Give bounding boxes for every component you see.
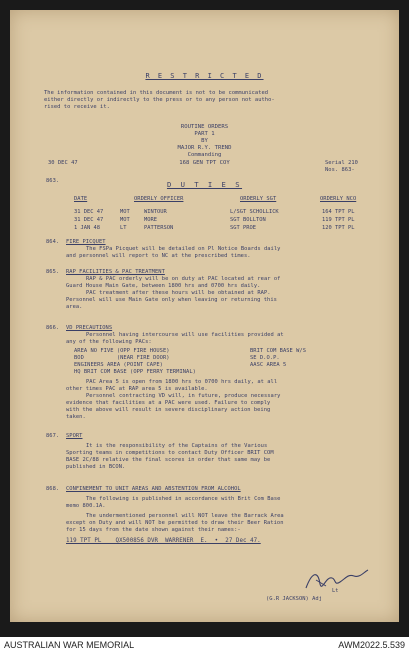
- signature-initials: Lt: [332, 588, 339, 594]
- section-text: Sporting teams in competitions to contact Duty Officer BRIT COM: [66, 450, 274, 456]
- section-text: It is the responsibility of the Captains of the Various: [86, 443, 268, 449]
- footer-institution: AUSTRALIAN WAR MEMORIAL: [4, 640, 135, 650]
- section-text: PAC Area 5 is open from 1800 hrs to 0700 hrs daily, at all: [86, 379, 278, 385]
- section-text: BASE 2C/88 relative the final scores in order that same may be: [66, 457, 271, 463]
- duties-heading: D U T I E S: [166, 180, 243, 189]
- header-line: Commanding: [187, 152, 222, 158]
- pac-location: AREA NO FIVE (OPP FIRE HOUSE): [74, 348, 170, 354]
- section-text: Guard House Main Gate, between 1800 hrs and 0700 hrs daily.: [66, 283, 261, 289]
- header-line: MAJOR R.Y. TREND: [177, 145, 232, 151]
- section-text: other times PAC at RAP area 5 is available.: [66, 386, 208, 392]
- intro-line-1: The information contained in this document is not to be communicated: [44, 90, 269, 96]
- intro-line-3: rised to receive it.: [44, 104, 110, 110]
- pac-location: SE D.O.P.: [250, 355, 280, 361]
- section-number: 866.: [46, 325, 60, 331]
- column-header-date: DATE: [74, 196, 88, 202]
- section-text: for 15 days from the date shown against their names:-: [66, 527, 241, 533]
- section-text: any of the following PACs:: [66, 339, 152, 345]
- order-numbers: Nos. 863-: [325, 167, 355, 173]
- order-date: 30 DEC 47: [48, 160, 78, 166]
- section-heading: VD PRECAUTIONS: [66, 325, 113, 331]
- section-text: Personnel having intercourse will use facilities provided at: [86, 332, 284, 338]
- section-text: memo 800.1A.: [66, 503, 106, 509]
- section-text: except on Duty and will NOT be permitted to draw their Beer Ration: [66, 520, 284, 526]
- column-header-officer: ORDERLY OFFICER: [134, 196, 184, 202]
- section-number: 864.: [46, 239, 60, 245]
- header-line: ROUTINE ORDERS: [180, 124, 229, 130]
- section-number: 863.: [46, 178, 60, 184]
- pac-location: ENGINEERS AREA (POINT CAPE): [74, 362, 163, 368]
- archive-footer: [0, 637, 409, 653]
- header-line: PART 1: [194, 131, 215, 137]
- section-text: published in BCON.: [66, 464, 126, 470]
- column-header-sgt: ORDERLY SGT: [240, 196, 277, 202]
- section-number: 867.: [46, 433, 60, 439]
- header-line: 168 GEN TPT COY: [179, 160, 230, 166]
- section-text: taken.: [66, 414, 86, 420]
- pac-location: BRIT COM BASE W/S: [250, 348, 307, 354]
- section-text: RAP & PAC orderly will be on duty at PAC located at rear of: [86, 276, 281, 282]
- section-text: The undermentioned personnel will NOT leave the Barrack Area: [86, 513, 284, 519]
- section-text: Personnel will use Main Gate only when leaving or returning this: [66, 297, 277, 303]
- signature-name: (G.R JACKSON) Adj: [266, 596, 323, 602]
- section-text: and personnel will report to NC at the prescribed times.: [66, 253, 251, 259]
- section-heading: FIRE PICQUET: [66, 239, 106, 245]
- section-text: PAC treatment after these hours will be obtained at RAP.: [86, 290, 271, 296]
- document-page: R E S T R I C T E D The information contained in this document is not to be communicated either directly or indirectly to the press or to any person not autho- rised to receive it. ROUTINE ORDERS PART 1 BY MAJOR R.Y. TREND Commanding 168 GEN TPT COY 30 DEC 47 Serial 210 Nos. 863- 863. D U T I E S DATE ORDERLY OFFICER ORDERLY SGT ORDERLY NCO 31 DEC 47 MOT WINTOUR L/SGT SCHOLLICK 164 TPT PL 31 DEC 47 MOT MORE SGT BOLLTON 119 TPT PL 1 JAN 48 LT PATTERSON SGT PROE 120 TPT PL 864. FIRE PICQUET The FSPa Picquet will be detailed on Pl Notice Boards daily and personnel will report to NC at the prescribed times. 865. RAP FACILITIES & PAC TREATMENT RAP & PAC orderly will be on duty at PAC located at rear of Guard House Main Gate, between 1800 hrs and 0700 hrs daily. PAC treatment after these hours will be obtained at RAP. Personnel will use Main Gate only when leaving or returning this area. 866. VD PRECAUTIONS Personnel having intercourse will use facilities provided at any of the following PACs: AREA NO FIVE (OPP FIRE HOUSE) BRIT COM BASE W/S BOD (NEAR FIRE DOOR) SE D.O.P. ENGINEERS AREA (POINT CAPE) AASC AREA 5 HQ BRIT COM BASE (OPP FERRY TERMINAL) PAC Area 5 is open from 1800 hrs to 0700 hrs daily, at all other times PAC at RAP area 5 is available. Personnel contracting VD will, in future, produce necessary evidence that facilities at a PAC were used. Failure to comply with the above will result in severe disciplinary action being taken. 867. SPORT It is the responsibility of the Captains of the Various Sporting teams in competitions to contact Duty Officer BRIT COM BASE 2C/88 relative the final scores in order that same may be published in BCON. 868. CONFINEMENT TO UNIT AREAS AND ABSTENTION FROM ALCOHOL The following is published in accordance with Brit Com Base memo 800.1A. The undermentioned personnel will NOT leave the Barrack Area except on Duty and will NOT be permitted to draw their Beer Ration for 15 days from the date shown against their names:- 119 TPT PL QX500856 DVR WARRENER E. • 27 Dec 47. Lt (G.R JACKSON) Adj: [10, 10, 399, 622]
- confinement-entry: 119 TPT PL QX500856 DVR WARRENER E. • 27 Dec 47.: [66, 538, 261, 544]
- pac-location: HQ BRIT COM BASE (OPP FERRY TERMINAL): [74, 369, 196, 375]
- classification-title: R E S T R I C T E D: [145, 72, 264, 80]
- section-text: The following is published in accordance with Brit Com Base: [86, 496, 281, 502]
- section-heading: RAP FACILITIES & PAC TREATMENT: [66, 269, 165, 275]
- section-heading: CONFINEMENT TO UNIT AREAS AND ABSTENTION FROM ALCOHOL: [66, 486, 241, 492]
- section-number: 868.: [46, 486, 60, 492]
- section-text: The FSPa Picquet will be detailed on Pl Notice Boards daily: [86, 246, 281, 252]
- serial-number: Serial 210: [325, 160, 358, 166]
- section-text: evidence that facilities at a PAC were used. Failure to comply: [66, 400, 271, 406]
- section-text: area.: [66, 304, 83, 310]
- header-line: BY: [201, 138, 208, 144]
- pac-location: BOD (NEAR FIRE DOOR): [74, 355, 170, 361]
- footer-accession: AWM2022.5.539: [338, 640, 405, 650]
- intro-line-2: either directly or indirectly to the press or to any person not autho-: [44, 97, 275, 103]
- section-text: with the above will result in severe disciplinary action being: [66, 407, 271, 413]
- column-header-nco: ORDERLY NCO: [320, 196, 357, 202]
- section-number: 865.: [46, 269, 60, 275]
- section-heading: SPORT: [66, 433, 83, 439]
- pac-location: AASC AREA 5: [250, 362, 287, 368]
- section-text: Personnel contracting VD will, in future, produce necessary: [86, 393, 281, 399]
